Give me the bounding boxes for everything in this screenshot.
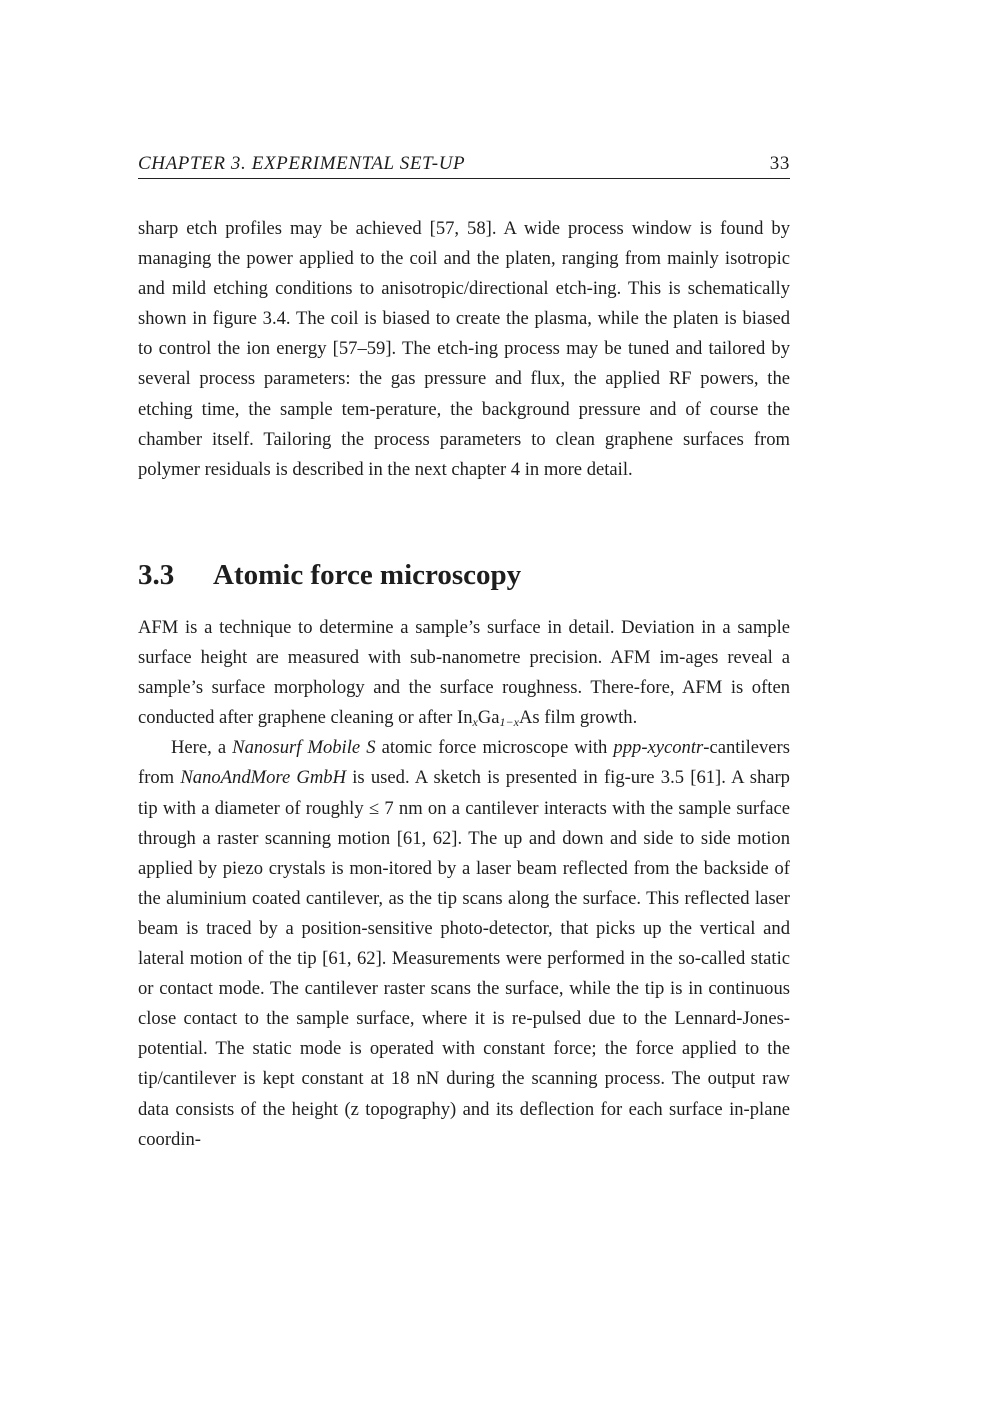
instrument-name: Nanosurf Mobile S (232, 737, 376, 759)
text-run: is used. A sketch is presented in fig-ure 3.5 [61]. A sharp tip with a diameter of roughly ≤ 7 nm on a cantilever interacts with the sample surface through a raster scanning motion [61, 62]. The up and down and side to side motion applied by piezo crystals is mon-itored by a laser beam reflected from the backside of the aluminium coated cantilever, as the tip scans along the surface. This reflected laser beam is traced by a position-sensitive photo-detector, that picks up the vertical and lateral motion of the tip [61, 62]. Measurements were performed in the so-called static or contact mode. The cantilever raster scans the surface, while the tip is in continuous close contact to the sample surface, where it is re-pulsed due to the Lennard-Jones-potential. The static mode is operated with constant force; the force applied to the tip/cantilever is kept constant at 18 nN during the scanning process. The output raw data consists of the height (z topography) and its deflection for each surface in-plane coordin- (138, 767, 790, 1150)
afm-intro-tail: As film growth. (518, 707, 638, 729)
text-run: Here, a (171, 737, 233, 759)
page-number: 33 (769, 153, 790, 174)
vendor-name: NanoAndMore GmbH (180, 767, 347, 789)
cantilever-name: ppp-xycontr (613, 737, 704, 759)
text-run: -cantilevers from (138, 737, 790, 789)
section-title: Atomic force microscopy (213, 559, 522, 591)
paragraph-afm-setup (138, 733, 790, 1154)
chapter-title: CHAPTER 3. EXPERIMENTAL SET-UP (138, 153, 466, 174)
afm-intro-text: AFM is a technique to determine a sample’s surface in detail. Deviation in a sample surface height are measured with sub-nanometre precision. AFM im-ages reveal a sample’s surface morphology and the surface roughness. There-fore, AFM is often conducted after graphene cleaning or after In (138, 617, 790, 729)
subscript-1-minus-x: 1−x (499, 715, 519, 730)
running-header (138, 150, 790, 179)
paragraph-afm-intro (138, 613, 790, 733)
paragraph-etching: sharp etch profiles may be achieved [57, 58]. A wide process window is found by managing the power applied to the coil and the platen, ranging from mainly isotropic and mild etching conditions to anisotropic/directional etch-ing. This is schematically shown in figure 3.4. The coil is biased to create the plasma, while the platen is biased to control the ion energy [57–59]. The etch-ing process may be tuned and tailored by several process parameters: the gas pressure and flux, the applied RF powers, the etching time, the sample tem-perature, the background pressure and of course the chamber itself. Tailoring the process parameters to clean graphene surfaces from polymer residuals is described in the next chapter 4 in more detail. (138, 218, 790, 480)
text-run: atomic force microscope with (375, 737, 614, 759)
subscript-x: x (472, 715, 478, 730)
body-text-afm (138, 613, 790, 1155)
section-number: 3.3 (138, 559, 175, 591)
section-heading (138, 557, 790, 593)
ga-text: Ga (477, 707, 500, 729)
body-text-top (138, 214, 790, 485)
